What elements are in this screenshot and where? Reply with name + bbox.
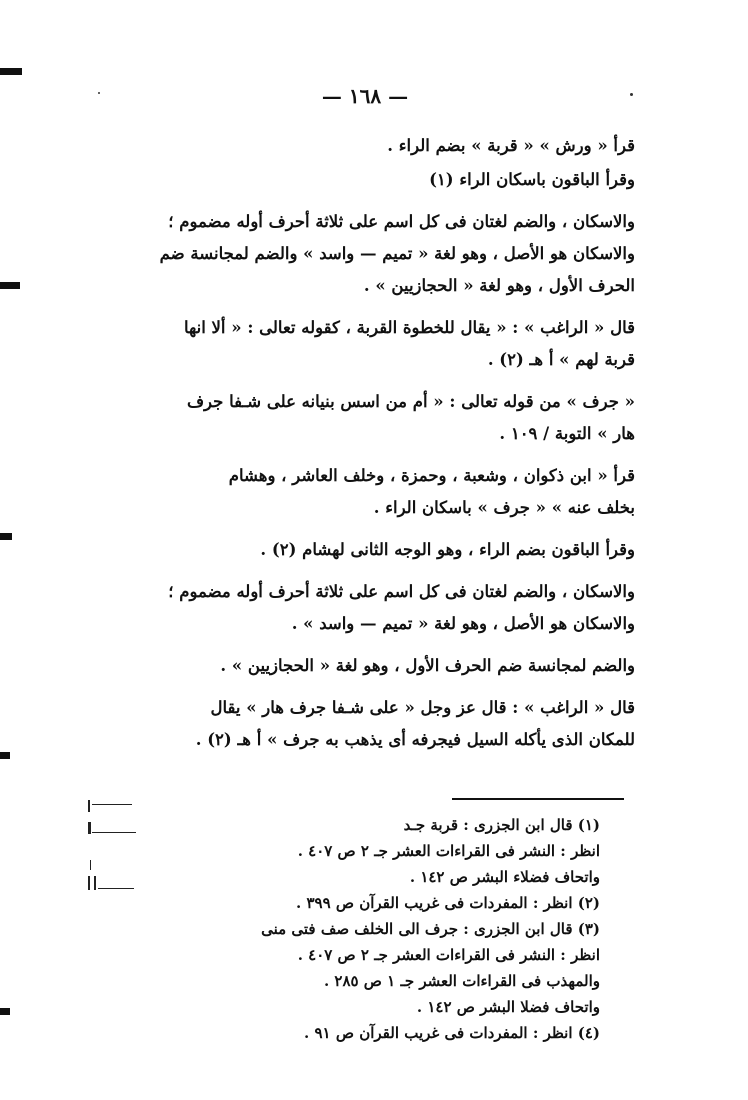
footnotes bbox=[200, 812, 600, 1046]
page-number: — ١٦٨ — bbox=[321, 84, 409, 108]
scan-edge-mark bbox=[0, 282, 20, 289]
paragraph bbox=[95, 650, 635, 682]
main-text-body bbox=[95, 130, 635, 766]
text-line: « جرف » من قوله تعالى : « أم من اسس بنيانه على شـفا جرف bbox=[186, 392, 635, 411]
footnote-line: واتحاف فضلا البشر ص ١٤٢ . bbox=[416, 998, 600, 1016]
scan-speck bbox=[98, 92, 100, 94]
text-line: للمكان الذى يأكله السيل فيجرفه أى يذهب به جرف » أ هـ (٢) . bbox=[195, 730, 635, 749]
footnote-line: (٤) انظر : المفردات فى غريب القرآن ص ٩١ . bbox=[304, 1024, 600, 1042]
paragraph bbox=[95, 534, 635, 566]
text-line: قربة لهم » أ هـ (٢) . bbox=[487, 350, 635, 369]
scan-speck bbox=[630, 93, 633, 96]
text-line: وقرأ الباقون باسكان الراء (١) bbox=[429, 170, 635, 189]
footnote-line: واتحاف فضلاء البشر ص ١٤٢ . bbox=[409, 868, 600, 886]
text-line: وقرأ الباقون بضم الراء ، وهو الوجه الثانى لهشام (٢) . bbox=[260, 540, 635, 559]
text-line: قال « الراغب » : « يقال للخطوة القربة ، كقوله تعالى : « ألا انها bbox=[183, 318, 635, 337]
text-line: والاسكان ، والضم لغتان فى كل اسم على ثلاثة أحرف أوله مضموم ؛ bbox=[168, 582, 635, 601]
text-line: بخلف عنه » « جرف » باسكان الراء . bbox=[373, 498, 635, 517]
footnote-line: انظر : النشر فى القراءات العشر جـ ٢ ص ٤٠٧ . bbox=[297, 946, 600, 964]
text-line: والاسكان ، والضم لغتان فى كل اسم على ثلاثة أحرف أوله مضموم ؛ bbox=[168, 212, 635, 231]
footnote-line: (١) قال ابن الجزرى : قربة جـد bbox=[403, 816, 600, 834]
paragraph bbox=[95, 460, 635, 524]
text-line: قرأ « ورش » « قربة » بضم الراء . bbox=[387, 136, 635, 155]
footnote-separator bbox=[452, 798, 624, 800]
text-line: الحرف الأول ، وهو لغة « الحجازيين » . bbox=[363, 276, 635, 295]
text-line: هار » التوبة / ١٠٩ . bbox=[499, 424, 635, 443]
text-line: قرأ « ابن ذكوان ، وشعبة ، وحمزة ، وخلف العاشر ، وهشام bbox=[228, 466, 635, 485]
footnote-line: (٢) انظر : المفردات فى غريب القرآن ص ٣٩٩ . bbox=[296, 894, 600, 912]
footnote-line: (٣) قال ابن الجزرى : جرف الى الخلف صف فتى منى bbox=[261, 920, 600, 938]
text-line: والاسكان هو الأصل ، وهو لغة « تميم — واسد » والضم لمجانسة ضم bbox=[159, 244, 635, 263]
paragraph bbox=[95, 164, 635, 196]
text-line: قال « الراغب » : قال عز وجل « على شـفا جرف هار » يقال bbox=[210, 698, 635, 717]
scan-edge-mark bbox=[0, 1008, 10, 1015]
text-line: والضم لمجانسة ضم الحرف الأول ، وهو لغة « الحجازيين » . bbox=[220, 656, 635, 675]
footnote-line: انظر : النشر فى القراءات العشر جـ ٢ ص ٤٠٧ . bbox=[297, 842, 600, 860]
paragraph bbox=[95, 692, 635, 756]
footnote-line: والمهذب فى القراءات العشر جـ ١ ص ٢٨٥ . bbox=[323, 972, 600, 990]
paragraph bbox=[95, 206, 635, 302]
scan-artifact bbox=[88, 800, 148, 890]
scan-edge-mark bbox=[0, 533, 12, 540]
paragraph bbox=[95, 386, 635, 450]
text-line: والاسكان هو الأصل ، وهو لغة « تميم — واسد » . bbox=[291, 614, 635, 633]
scan-edge-mark bbox=[0, 68, 22, 75]
scan-edge-mark bbox=[0, 752, 10, 759]
paragraph bbox=[95, 312, 635, 376]
paragraph bbox=[95, 130, 635, 162]
paragraph bbox=[95, 576, 635, 640]
